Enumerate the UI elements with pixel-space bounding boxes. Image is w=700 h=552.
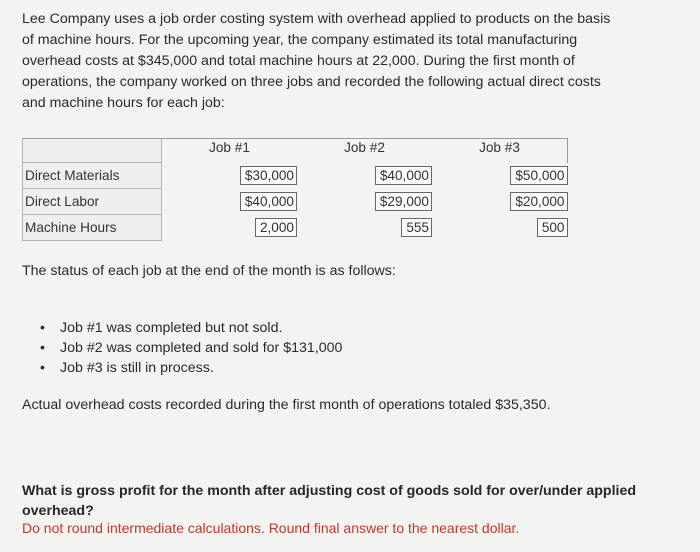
cell-job1-machine-hours: 2,000 bbox=[255, 218, 297, 237]
table-row bbox=[23, 163, 568, 189]
intro-line: of machine hours. For the upcoming year, the company estimated its total manufacturing bbox=[22, 32, 578, 48]
bullet-icon: • bbox=[40, 340, 45, 356]
table-row bbox=[23, 189, 568, 215]
list-item bbox=[40, 318, 342, 338]
job-cost-table bbox=[22, 138, 568, 241]
question-line: What is gross profit for the month after adjusting cost of goods sold for over/under applied bbox=[22, 483, 637, 499]
column-header-job1: Job #1 bbox=[162, 139, 298, 163]
problem-intro bbox=[22, 9, 682, 114]
row-label-direct-materials: Direct Materials bbox=[23, 163, 162, 189]
question-line: overhead? bbox=[22, 503, 94, 519]
table-header-row bbox=[23, 139, 568, 163]
bullet-icon: • bbox=[40, 320, 45, 336]
status-item-job3: Job #3 is still in process. bbox=[60, 360, 214, 376]
column-header-job2: Job #2 bbox=[297, 139, 432, 163]
status-item-job1: Job #1 was completed but not sold. bbox=[60, 320, 283, 336]
cell-job3-direct-labor: $20,000 bbox=[510, 192, 567, 211]
question-prompt bbox=[22, 481, 682, 521]
cell-job1-direct-materials: $30,000 bbox=[240, 166, 297, 185]
intro-line: operations, the company worked on three jobs and recorded the following actual direct costs bbox=[22, 74, 601, 90]
status-heading: The status of each job at the end of the month is as follows: bbox=[22, 263, 396, 279]
status-list bbox=[40, 318, 342, 378]
column-header-job3: Job #3 bbox=[432, 139, 568, 163]
status-item-job2: Job #2 was completed and sold for $131,000 bbox=[60, 340, 343, 356]
cell-job2-direct-materials: $40,000 bbox=[375, 166, 432, 185]
cell-job3-direct-materials: $50,000 bbox=[510, 166, 567, 185]
intro-line: Lee Company uses a job order costing system with overhead applied to products on the basis bbox=[22, 11, 611, 27]
bullet-icon: • bbox=[40, 360, 45, 376]
row-label-machine-hours: Machine Hours bbox=[23, 215, 162, 241]
cell-job3-machine-hours: 500 bbox=[537, 218, 568, 237]
cell-job1-direct-labor: $40,000 bbox=[240, 192, 297, 211]
cell-job2-direct-labor: $29,000 bbox=[375, 192, 432, 211]
intro-line: and machine hours for each job: bbox=[22, 95, 225, 111]
table-row bbox=[23, 215, 568, 241]
list-item bbox=[40, 358, 342, 378]
actual-overhead-text: Actual overhead costs recorded during the first month of operations totaled $35,350. bbox=[22, 397, 551, 413]
cell-job2-machine-hours: 555 bbox=[401, 218, 432, 237]
intro-line: overhead costs at $345,000 and total machine hours at 22,000. During the first month of bbox=[22, 53, 575, 69]
rounding-instruction: Do not round intermediate calculations. Round final answer to the nearest dollar. bbox=[22, 520, 520, 536]
list-item bbox=[40, 338, 342, 358]
row-label-direct-labor: Direct Labor bbox=[23, 189, 162, 215]
table-corner-cell bbox=[23, 139, 162, 163]
